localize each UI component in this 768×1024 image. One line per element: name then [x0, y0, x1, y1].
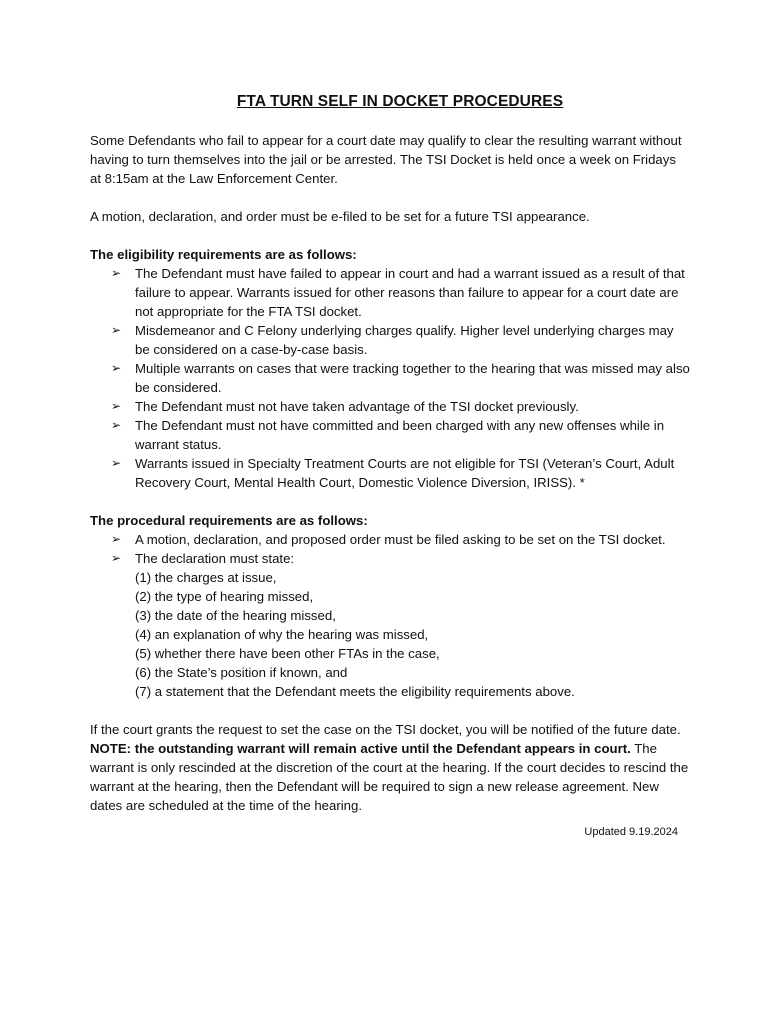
declaration-point: (7) a statement that the Defendant meets the eligibility requirements above. — [135, 684, 575, 699]
declaration-point: (3) the date of the hearing missed, — [135, 608, 336, 623]
list-item: ➢ The Defendant must not have committed and been charged with any new offenses while in warrant status. — [111, 418, 665, 452]
arrowhead-bullet-icon: ➢ — [111, 323, 122, 337]
document-body — [90, 92, 690, 842]
page-title: FTA TURN SELF IN DOCKET PROCEDURES — [236, 93, 564, 110]
declaration-point: (5) whether there have been other FTAs in the case, — [135, 646, 440, 661]
closing-paragraph: If the court grants the request to set the case on the TSI docket, you will be notified of the future date. NOTE: the outstanding warrant will remain active until the Defendant appears in court. The warrant is only rescinded at the discretion of the court at the hearing. If the court decides to rescind the warrant at the hearing, then the Defendant will be required to sign a new release agreement. New dates are scheduled at the time of the hearing. — [90, 722, 689, 813]
list-item: ➢ The Defendant must have failed to appear in court and had a warrant issued as a result of that failure to appear. Warrants issued for other reasons than failure to appear for a court date are not appropriate for the FTA TSI docket. — [111, 266, 685, 319]
declaration-points — [135, 568, 690, 701]
arrowhead-bullet-icon: ➢ — [111, 361, 122, 375]
updated-date: Updated 9.19.2024 — [584, 826, 678, 838]
list-item: ➢ Multiple warrants on cases that were tracking together to the hearing that was missed may also be considered. — [111, 361, 690, 395]
arrowhead-bullet-icon: ➢ — [111, 456, 122, 470]
eligibility-list — [90, 264, 690, 492]
procedural-heading: The procedural requirements are as follows: — [90, 513, 368, 528]
warrant-note: NOTE: the outstanding warrant will remain active until the Defendant appears in court. — [90, 741, 631, 756]
procedural-list — [90, 530, 690, 701]
list-item: ➢ The declaration must state: (1) the charges at issue, (2) the type of hearing missed, (3) the date of the hearing missed, (4) an explanation of why the hearing was missed, (5) whether there have been other FTAs in the case, (6) the State’s position if known, and (7) a statement that the Defendant meets the eligibility requirements above. — [90, 549, 690, 701]
declaration-point: (2) the type of hearing missed, — [135, 589, 314, 604]
intro-paragraph: Some Defendants who fail to appear for a court date may qualify to clear the resulting warrant without having to turn themselves into the jail or be arrested. The TSI Docket is held once a week on Fridays at 8:15am at the Law Enforcement Center. — [90, 133, 682, 186]
declaration-point: (6) the State’s position if known, and — [135, 665, 348, 680]
motion-paragraph: A motion, declaration, and order must be e-filed to be set for a future TSI appearance. — [90, 209, 590, 224]
list-item: ➢ Misdemeanor and C Felony underlying charges qualify. Higher level underlying charges may be considered on a case-by-case basis. — [111, 323, 674, 357]
eligibility-heading: The eligibility requirements are as follows: — [90, 247, 357, 262]
declaration-point: (4) an explanation of why the hearing was missed, — [135, 627, 429, 642]
arrowhead-bullet-icon: ➢ — [111, 418, 122, 432]
arrowhead-bullet-icon: ➢ — [111, 551, 122, 565]
list-item: ➢ A motion, declaration, and proposed order must be filed asking to be set on the TSI docket. — [111, 532, 666, 547]
declaration-point: (1) the charges at issue, — [135, 570, 277, 585]
list-item: ➢ Warrants issued in Specialty Treatment Courts are not eligible for TSI (Veteran’s Court, Adult Recovery Court, Mental Health Court, Domestic Violence Diversion, IRISS). * — [111, 456, 675, 490]
arrowhead-bullet-icon: ➢ — [111, 532, 122, 546]
arrowhead-bullet-icon: ➢ — [111, 399, 122, 413]
arrowhead-bullet-icon: ➢ — [111, 266, 122, 280]
list-item: ➢ The Defendant must not have taken advantage of the TSI docket previously. — [111, 399, 579, 414]
